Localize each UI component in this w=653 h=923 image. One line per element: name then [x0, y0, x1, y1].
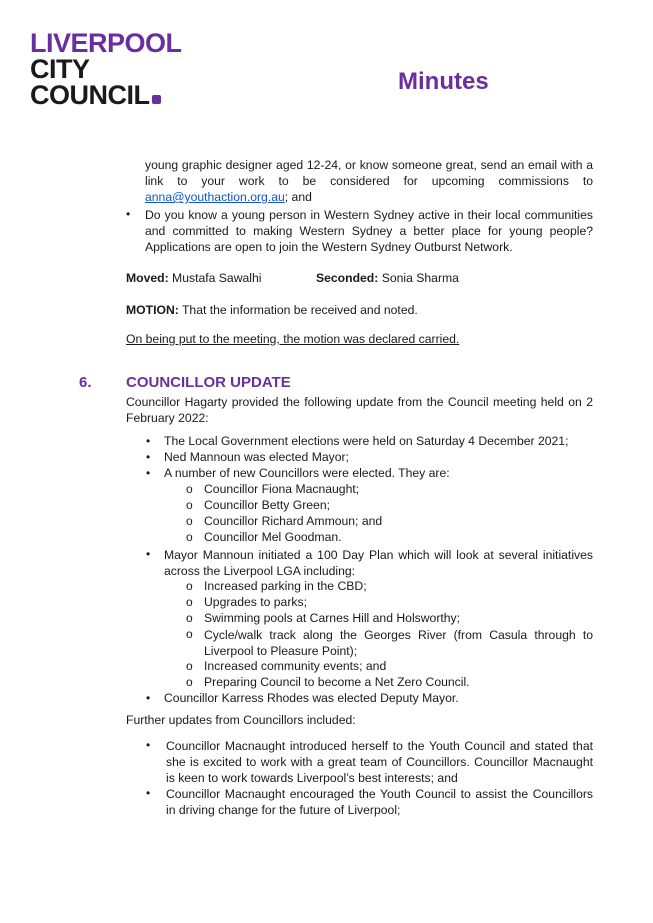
email-link[interactable]: anna@youthaction.org.au — [145, 190, 285, 204]
continued-text: young graphic designer aged 12-24, or know someone great, send an email with a link to your work to be considered for upcoming commissions to — [145, 158, 593, 188]
bullet-icon: • — [146, 466, 151, 480]
circle-bullet-icon: o — [186, 595, 193, 609]
moved-line — [126, 271, 261, 285]
motion-label: MOTION: — [126, 303, 179, 317]
continued-tail: ; and — [284, 190, 312, 204]
moved-name: Mustafa Sawalhi — [172, 271, 262, 285]
seconded-name: Sonia Sharma — [381, 271, 459, 285]
outburst-paragraph: Do you know a young person in Western Sydney active in their local communities and committed to making Western Sydney a better place for young people? Applications are open to join the Western Sydney Outburst Network. — [145, 208, 593, 254]
moved-label: Moved: — [126, 271, 169, 285]
section-title: COUNCILLOR UPDATE — [126, 374, 291, 391]
list-item: Councillor Macnaught introduced herself to the Youth Council and stated that she is excited to work with a great team of Councillors. Councillor Macnaught is keen to work towards Liverpool’s best interests; and — [166, 739, 593, 785]
circle-bullet-icon: o — [186, 627, 193, 641]
sub-list-item: Preparing Council to become a Net Zero Council. — [204, 675, 470, 689]
bullet-icon: • — [146, 738, 151, 752]
section-intro: Councillor Hagarty provided the following update from the Council meeting held on 2 February 2022: — [126, 395, 593, 425]
sub-list-item: Cycle/walk track along the Georges River (from Casula through to Liverpool to Pleasure Point); — [204, 628, 593, 658]
logo-line-3: COUNCIL — [30, 80, 150, 110]
sub-list-item: Councillor Richard Ammoun; and — [204, 514, 383, 528]
circle-bullet-icon: o — [186, 659, 193, 673]
motion-text: That the information be received and noted. — [181, 303, 418, 317]
bullet-icon: • — [126, 207, 131, 221]
bullet-icon: • — [146, 547, 151, 561]
list-item: Ned Mannoun was elected Mayor; — [164, 450, 349, 464]
seconded-label: Seconded: — [316, 271, 379, 285]
motion-result: On being put to the meeting, the motion was declared carried. — [126, 332, 460, 346]
list-item: Councillor Karress Rhodes was elected Deputy Mayor. — [164, 691, 459, 705]
bullet-icon: • — [146, 691, 151, 705]
section-number: 6. — [79, 374, 92, 391]
sub-list-item: Swimming pools at Carnes Hill and Holsworthy; — [204, 611, 461, 625]
bullet-icon: • — [146, 434, 151, 448]
sub-list-item: Councillor Fiona Macnaught; — [204, 482, 360, 496]
circle-bullet-icon: o — [186, 675, 193, 689]
seconded-line — [316, 271, 459, 285]
sub-list-item: Increased parking in the CBD; — [204, 579, 367, 593]
circle-bullet-icon: o — [186, 530, 193, 544]
logo-line-1: LIVERPOOL — [30, 28, 182, 58]
continued-paragraph — [145, 157, 593, 205]
logo-square-icon — [152, 95, 161, 104]
sub-list-item: Councillor Betty Green; — [204, 498, 330, 512]
bullet-icon: • — [146, 786, 151, 800]
document-title: Minutes — [398, 68, 489, 95]
circle-bullet-icon: o — [186, 498, 193, 512]
logo-line-2: CITY — [30, 54, 90, 84]
sub-list-item: Councillor Mel Goodman. — [204, 530, 342, 544]
bullet-icon: • — [146, 450, 151, 464]
circle-bullet-icon: o — [186, 482, 193, 496]
circle-bullet-icon: o — [186, 514, 193, 528]
sub-list-item: Upgrades to parks; — [204, 595, 307, 609]
circle-bullet-icon: o — [186, 579, 193, 593]
further-intro: Further updates from Councillors included: — [126, 713, 356, 727]
list-item: Mayor Mannoun initiated a 100 Day Plan which will look at several initiatives across the Liverpool LGA including: — [164, 548, 593, 578]
list-item: Councillor Macnaught encouraged the Youth Council to assist the Councillors in driving change for the future of Liverpool; — [166, 787, 593, 817]
list-item: The Local Government elections were held on Saturday 4 December 2021; — [164, 434, 569, 448]
council-logo — [30, 30, 182, 108]
list-item: A number of new Councillors were elected. They are: — [164, 466, 450, 480]
sub-list-item: Increased community events; and — [204, 659, 387, 673]
motion-line — [126, 303, 418, 317]
circle-bullet-icon: o — [186, 611, 193, 625]
